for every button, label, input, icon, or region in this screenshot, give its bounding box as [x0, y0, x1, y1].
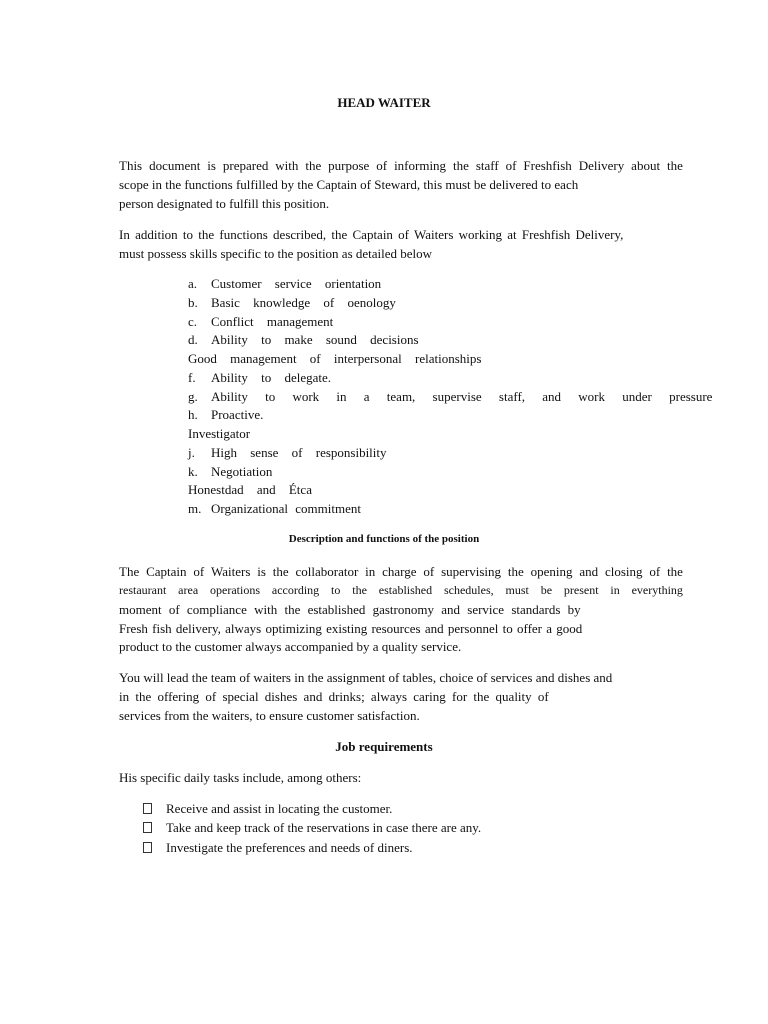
checkbox-icon — [143, 803, 152, 814]
skill-item — [188, 351, 481, 367]
description-line: restaurant area operations according to the established schedules, must be present in everything — [119, 583, 683, 597]
description-line: The Captain of Waiters is the collaborator in charge of supervising the opening and closing of the — [119, 564, 683, 579]
skill-text: Basic knowledge of oenology — [211, 295, 396, 310]
skill-marker: k. — [188, 464, 198, 479]
skill-item — [188, 407, 263, 423]
task-item — [143, 801, 392, 817]
skill-text: Ability to make sound decisions — [211, 332, 419, 347]
requirements-heading: Job requirements — [335, 739, 433, 754]
skill-marker: a. — [188, 276, 198, 291]
skill-text: High sense of responsibility — [211, 445, 387, 460]
skill-marker: d. — [188, 332, 198, 347]
tasks-intro: His specific daily tasks include, among others: — [119, 770, 362, 785]
skill-marker: c. — [188, 314, 198, 329]
skill-item — [188, 445, 387, 461]
task-text: Take and keep track of the reservations in case there are any. — [166, 820, 482, 835]
skill-item — [188, 464, 272, 480]
description-line: moment of compliance with the established gastronomy and service standards by — [119, 602, 581, 617]
skill-item — [188, 276, 381, 292]
skill-text: Negotiation — [211, 464, 273, 479]
task-item — [143, 820, 481, 836]
skill-marker: m. — [188, 501, 202, 516]
skills-intro-line: In addition to the functions described, the Captain of Waiters working at Freshfish Delivery, — [119, 227, 624, 242]
intro-line: scope in the functions fulfilled by the Captain of Steward, this must be delivered to each — [119, 177, 579, 192]
description-line: product to the customer always accompanied by a quality service. — [119, 639, 462, 654]
skill-item — [188, 426, 250, 442]
skill-item — [188, 389, 712, 405]
task-item — [143, 840, 413, 856]
lead-line: in the offering of special dishes and drinks; always caring for the quality of — [119, 689, 549, 704]
skill-text: Honestdad and Étca — [188, 482, 312, 497]
skills-intro-line: must possess skills specific to the position as detailed below — [119, 246, 433, 261]
skill-item — [188, 501, 361, 517]
checkbox-icon — [143, 842, 152, 853]
skill-item — [188, 295, 396, 311]
skill-text: Ability to work in a team, supervise staff, and work under pressure — [211, 389, 713, 404]
task-text: Investigate the preferences and needs of diners. — [166, 840, 413, 855]
skill-text: Customer service orientation — [211, 276, 382, 291]
intro-line: person designated to fulfill this position. — [119, 196, 330, 211]
skill-marker: g. — [188, 389, 198, 404]
skill-marker: b. — [188, 295, 198, 310]
skill-text: Proactive. — [211, 407, 264, 422]
skill-item — [188, 314, 333, 330]
skill-item — [188, 332, 419, 348]
description-line: Fresh fish delivery, always optimizing existing resources and personnel to offer a good — [119, 621, 583, 636]
checkbox-icon — [143, 822, 152, 833]
task-text: Receive and assist in locating the customer. — [166, 801, 393, 816]
skill-item — [188, 482, 312, 498]
lead-line: services from the waiters, to ensure customer satisfaction. — [119, 708, 420, 723]
skill-text: Good management of interpersonal relationships — [188, 351, 482, 366]
skill-text: Ability to delegate. — [211, 370, 332, 385]
skill-marker: h. — [188, 407, 198, 422]
description-heading: Description and functions of the position — [288, 533, 480, 545]
document-title: HEAD WAITER — [337, 95, 431, 110]
intro-line: This document is prepared with the purpose of informing the staff of Freshfish Delivery about the — [119, 158, 683, 173]
lead-line: You will lead the team of waiters in the assignment of tables, choice of services and dishes and — [119, 670, 613, 685]
skill-text: Conflict management — [211, 314, 334, 329]
skill-marker: f. — [188, 370, 196, 385]
skill-item — [188, 370, 331, 386]
skill-text: Investigator — [188, 426, 251, 441]
skill-text: Organizational commitment — [211, 501, 361, 516]
skill-marker: j. — [188, 445, 195, 460]
